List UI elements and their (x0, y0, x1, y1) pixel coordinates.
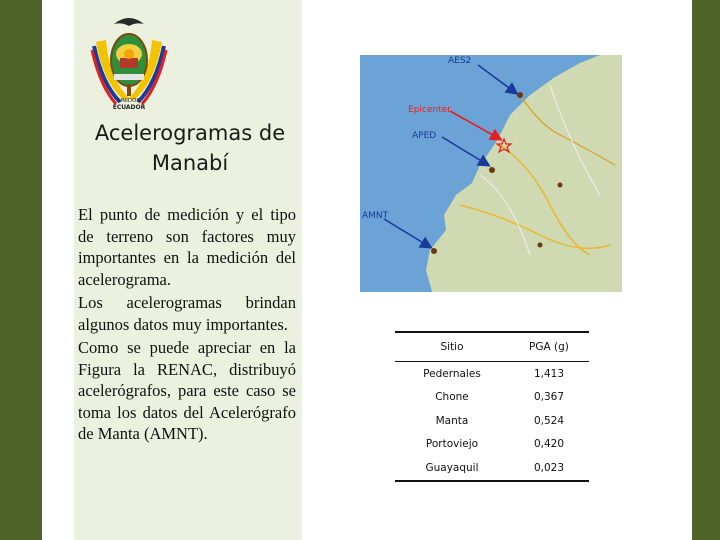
cell-site: Portoviejo (425, 438, 479, 451)
accelerograph-map (360, 55, 622, 292)
cell-pga: 0,524 (533, 414, 565, 427)
logo-country: ECUADOR (112, 104, 146, 110)
station-aes2-dot (517, 92, 523, 98)
cell-pga: 1,413 (533, 367, 565, 380)
label-aped: APED (412, 131, 437, 141)
table-row (395, 386, 589, 410)
slide-body (78, 204, 296, 447)
paragraph-2: Los acelerogramas brindan algunos datos muy importantes. (78, 293, 296, 334)
slide-title: Acelerogramas de Manabí (94, 121, 286, 175)
left-frame-bar (0, 0, 42, 540)
paragraph-1: El punto de medición y el tipo de terreno son factores muy importantes en la medición del acelerograma. (78, 205, 296, 289)
cell-pga: 0,420 (533, 438, 565, 451)
cell-site: Chone (435, 391, 469, 404)
cell-site: Guayaquil (395, 456, 509, 481)
right-frame-bar (692, 0, 720, 540)
table-row (395, 433, 589, 457)
table-header-row (395, 332, 589, 362)
cell-pga: 0,023 (509, 456, 589, 481)
table-row (395, 409, 589, 433)
paragraph-3: Como se puede apreciar en la Figura la RENAC, distribuyó acelerógrafos, para este caso se toma los datos del Acelerógrafo de Manta (AMNT). (78, 338, 296, 443)
cell-site: Pedernales (423, 367, 481, 380)
label-epicenter: Epicenter (408, 105, 451, 115)
label-amnt: AMNT (362, 211, 389, 221)
table-row (395, 362, 589, 386)
station-aped-dot (489, 167, 495, 173)
header-pga: PGA (g) (509, 332, 589, 362)
logo-motto: UNIDOS (118, 98, 140, 104)
cell-pga: 0,367 (533, 391, 565, 404)
header-sitio: Sitio (395, 332, 509, 362)
coat-of-arms-logo (84, 14, 174, 110)
cell-site: Manta (435, 414, 469, 427)
station-amnt-dot (431, 248, 437, 254)
label-aes2: AES2 (448, 56, 472, 66)
pga-table (395, 331, 589, 482)
table-row (395, 456, 589, 481)
